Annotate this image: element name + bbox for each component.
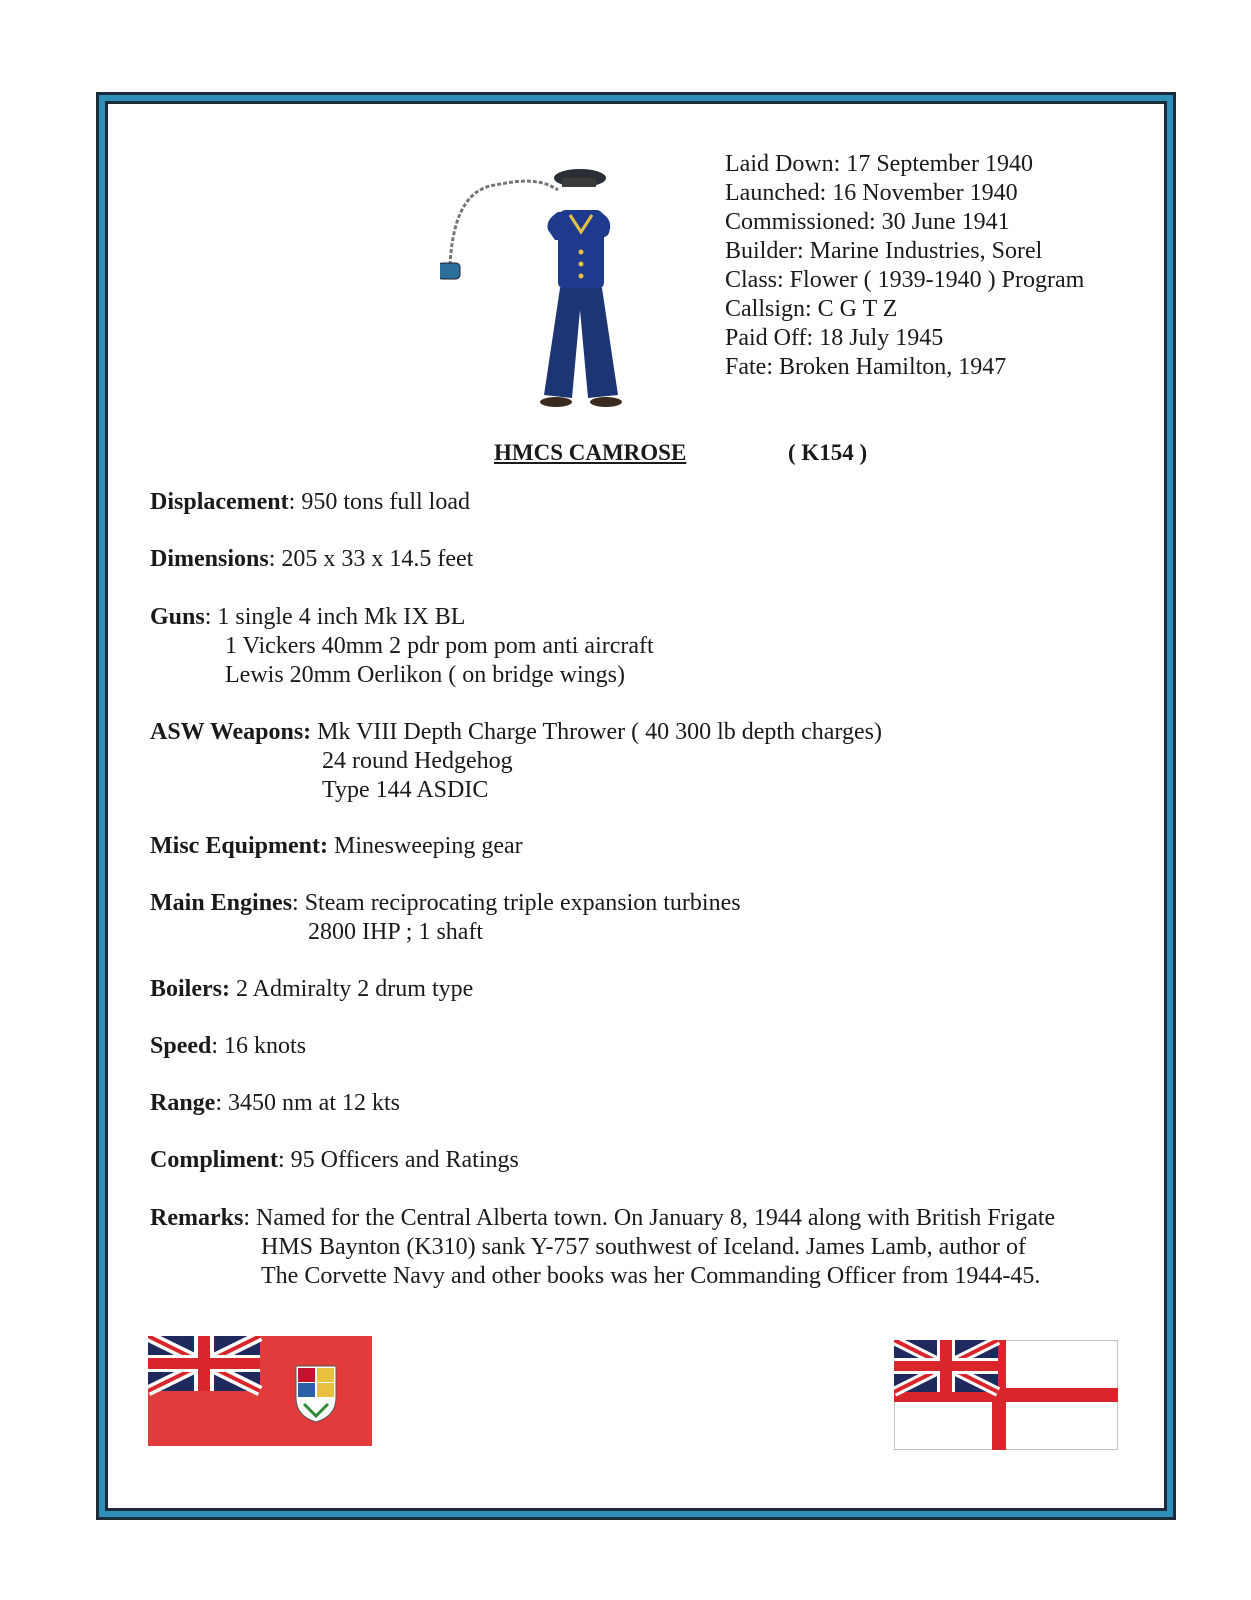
coat-of-arms-shield: [296, 1366, 336, 1422]
spec-line: 1 Vickers 40mm 2 pdr pom pom anti aircraft: [225, 633, 654, 659]
info-laid-down: Laid Down: 17 September 1940: [725, 151, 1033, 177]
union-jack-canton: [894, 1340, 998, 1392]
info-class: Class: Flower ( 1939-1940 ) Program: [725, 267, 1085, 293]
spec-sep: :: [278, 1147, 285, 1173]
spec-main-engines: [150, 889, 741, 947]
spec-value: Minesweeping gear: [328, 833, 523, 859]
spec-dimensions: [150, 545, 473, 574]
ship-name: HMCS CAMROSE: [494, 440, 687, 465]
spec-sep: :: [292, 890, 299, 916]
spec-line: Lewis 20mm Oerlikon ( on bridge wings): [225, 662, 625, 688]
pennant-number: ( K154 ): [788, 440, 868, 465]
spec-sep: :: [204, 604, 212, 630]
spec-value: Named for the Central Alberta town. On January 8, 1944 along with British Frigate: [250, 1205, 1056, 1231]
spec-range: [150, 1089, 400, 1118]
spec-remarks: [150, 1204, 1055, 1291]
spec-value: 950 tons full load: [295, 489, 470, 515]
spec-value: 205 x 33 x 14.5 feet: [275, 546, 474, 572]
spec-asw-weapons: [150, 718, 882, 805]
spec-sep: :: [243, 1205, 250, 1231]
spec-value: Steam reciprocating triple expansion turbines: [298, 890, 741, 916]
spec-label: Compliment: [150, 1147, 278, 1173]
spec-compliment: [150, 1146, 519, 1175]
spec-misc-equipment: [150, 832, 523, 861]
ship-info-block: [725, 150, 1084, 382]
info-builder: Builder: Marine Industries, Sorel: [725, 238, 1043, 264]
spec-label: Remarks: [150, 1205, 244, 1231]
spec-label: Misc Equipment:: [150, 833, 329, 859]
spec-label: Boilers:: [150, 976, 230, 1002]
spec-label: Guns: [150, 604, 205, 630]
sailor-illustration: [440, 150, 640, 425]
spec-line: HMS Baynton (K310) sank Y-757 southwest of Iceland. James Lamb, author of: [261, 1234, 1026, 1260]
spec-label: Main Engines: [150, 890, 293, 916]
canadian-red-ensign-flag: [148, 1336, 372, 1446]
spec-guns: [150, 603, 654, 690]
info-fate: Fate: Broken Hamilton, 1947: [725, 354, 1007, 380]
spec-value: 95 Officers and Ratings: [284, 1147, 519, 1173]
spec-sep: :: [268, 546, 276, 572]
spec-line: 24 round Hedgehog: [322, 748, 513, 774]
spec-label: Dimensions: [150, 546, 269, 572]
spec-value: 2 Admiralty 2 drum type: [229, 976, 474, 1002]
white-ensign-flag: [894, 1340, 1118, 1450]
union-jack-canton: [148, 1336, 260, 1391]
spec-value: 3450 nm at 12 kts: [222, 1090, 401, 1116]
spec-value: 16 knots: [218, 1033, 307, 1059]
info-launched: Launched: 16 November 1940: [725, 180, 1018, 206]
spec-sep: :: [211, 1033, 219, 1059]
spec-value: 1 single 4 inch Mk IX BL: [211, 604, 466, 630]
spec-line: 2800 IHP ; 1 shaft: [308, 919, 484, 945]
spec-sep: :: [215, 1090, 223, 1116]
spec-label: Range: [150, 1090, 216, 1116]
spec-displacement: [150, 488, 470, 517]
spec-speed: [150, 1032, 306, 1061]
spec-value: Mk VIII Depth Charge Thrower ( 40 300 lb depth charges): [311, 719, 882, 745]
spec-sep: :: [288, 489, 296, 515]
spec-boilers: [150, 975, 473, 1004]
spec-line: Type 144 ASDIC: [322, 777, 489, 803]
info-callsign: Callsign: C G T Z: [725, 296, 898, 322]
info-paid-off: Paid Off: 18 July 1945: [725, 325, 944, 351]
spec-line: The Corvette Navy and other books was her Commanding Officer from 1944-45.: [261, 1263, 1041, 1289]
info-commissioned: Commissioned: 30 June 1941: [725, 209, 1010, 235]
spec-label: ASW Weapons:: [150, 719, 312, 745]
spec-label: Displacement: [150, 489, 289, 515]
spec-label: Speed: [150, 1033, 212, 1059]
